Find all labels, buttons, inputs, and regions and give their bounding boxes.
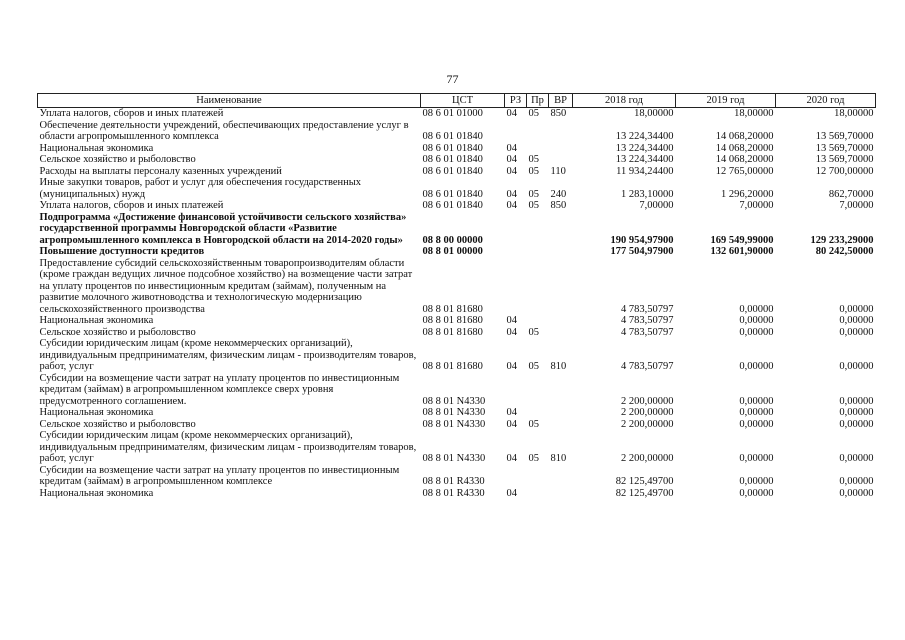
row-cst: 08 8 01 N4330 bbox=[422, 407, 486, 418]
row-2019: 0,00000 bbox=[739, 418, 774, 430]
row-cst: 08 8 00 00000 bbox=[422, 234, 483, 246]
row-vr bbox=[549, 315, 573, 327]
row-name: Сельское хозяйство и рыболовство bbox=[39, 418, 196, 430]
row-vr bbox=[549, 419, 573, 431]
row-2020: 0,00000 bbox=[839, 361, 874, 372]
row-pr: 05 bbox=[528, 453, 539, 464]
row-name: Субсидии юридическим лицам (кроме некоммерческих организаций), индивидуальным предпринимателям, физическим лицам - производителям товаров, работ, услуг bbox=[39, 430, 417, 464]
row-pr: 05 bbox=[528, 188, 539, 200]
row-vr: 240 bbox=[550, 188, 567, 200]
header-vr: ВР bbox=[549, 94, 573, 108]
table-row bbox=[38, 154, 876, 166]
table-header-row bbox=[38, 94, 876, 108]
row-2020: 0,00000 bbox=[839, 315, 874, 326]
row-name: Предоставление субсидий сельскохозяйственным товаропроизводителям области (кроме граждан ведущих личное подсобное хозяйство) на возмещение части затрат на уплату процентов по инвестиционным кредитам (займам), полученным на развитие молочного животноводства и технологическую модернизацию сельскохозяйственного производства bbox=[39, 257, 413, 315]
row-2019: 18,00000 bbox=[734, 108, 774, 119]
row-name: Национальная экономика bbox=[39, 407, 154, 418]
row-rz: 04 bbox=[506, 453, 517, 464]
row-rz bbox=[505, 258, 527, 316]
row-2018: 4 783,50797 bbox=[621, 303, 674, 315]
header-2020: 2020 год bbox=[776, 94, 876, 108]
table-row bbox=[38, 108, 876, 120]
row-vr bbox=[549, 258, 573, 316]
table-row bbox=[38, 143, 876, 155]
row-vr: 810 bbox=[550, 361, 567, 372]
row-cst: 08 8 01 81680 bbox=[422, 361, 483, 372]
row-pr: 05 bbox=[528, 108, 539, 119]
row-2019: 0,00000 bbox=[739, 476, 774, 487]
row-rz bbox=[505, 373, 527, 408]
row-rz bbox=[505, 465, 527, 488]
row-2018: 11 934,24400 bbox=[616, 165, 674, 177]
row-name: Национальная экономика bbox=[39, 142, 154, 154]
budget-table bbox=[37, 93, 876, 499]
row-pr bbox=[527, 143, 549, 155]
row-2020: 13 569,70000 bbox=[815, 154, 874, 165]
row-2019: 132 601,90000 bbox=[710, 246, 774, 257]
row-2020: 0,00000 bbox=[839, 487, 874, 499]
row-name: Обеспечение деятельности учреждений, обеспечивающих предоставление услуг в области агропромышленного комплекса bbox=[39, 119, 409, 142]
row-2018: 82 125,49700 bbox=[615, 487, 674, 499]
row-cst: 08 8 01 81680 bbox=[422, 326, 483, 338]
row-2019: 12 765,00000 bbox=[715, 165, 774, 177]
row-name: Повышение доступности кредитов bbox=[39, 246, 205, 257]
row-2019: 14 068,20000 bbox=[715, 131, 774, 142]
row-name: Сельское хозяйство и рыболовство bbox=[39, 154, 196, 165]
table-row bbox=[38, 327, 876, 339]
row-rz: 04 bbox=[506, 142, 517, 154]
table-row bbox=[38, 177, 876, 200]
row-2018: 18,00000 bbox=[634, 108, 674, 119]
table-row bbox=[38, 430, 876, 465]
row-2019: 14 068,20000 bbox=[715, 154, 774, 165]
row-2019: 14 068,20000 bbox=[715, 142, 774, 154]
row-rz bbox=[505, 120, 527, 143]
row-2020: 0,00000 bbox=[839, 326, 874, 338]
table-row bbox=[38, 120, 876, 143]
row-2020: 862,70000 bbox=[828, 188, 874, 200]
row-name: Субсидии юридическим лицам (кроме некоммерческих организаций), индивидуальным предпринимателям, физическим лицам - производителям товаров, работ, услуг bbox=[39, 338, 417, 372]
row-2018: 4 783,50797 bbox=[621, 361, 674, 372]
row-cst: 08 8 01 N4330 bbox=[422, 418, 486, 430]
row-cst: 08 8 01 N4330 bbox=[422, 395, 486, 407]
row-2018: 13 224,34400 bbox=[615, 154, 674, 165]
row-2019: 169 549,99000 bbox=[710, 234, 774, 246]
row-cst: 08 8 01 R4330 bbox=[422, 487, 485, 499]
row-pr: 05 bbox=[528, 200, 539, 211]
row-rz: 04 bbox=[506, 361, 517, 372]
row-pr bbox=[527, 212, 549, 247]
row-cst: 08 6 01 01840 bbox=[422, 188, 483, 200]
row-cst: 08 8 01 81680 bbox=[422, 303, 483, 315]
row-cst: 08 8 01 81680 bbox=[422, 315, 483, 326]
row-vr: 110 bbox=[550, 165, 566, 177]
row-vr bbox=[549, 407, 573, 419]
row-pr: 05 bbox=[528, 326, 539, 338]
row-2019: 0,00000 bbox=[739, 395, 774, 407]
row-2020: 129 233,29000 bbox=[810, 234, 874, 246]
row-2019: 0,00000 bbox=[739, 361, 774, 372]
row-rz: 04 bbox=[506, 108, 517, 119]
row-2020: 0,00000 bbox=[839, 418, 874, 430]
row-rz bbox=[505, 212, 527, 247]
table-row bbox=[38, 200, 876, 212]
row-rz bbox=[505, 246, 527, 258]
row-rz: 04 bbox=[506, 407, 517, 418]
row-cst: 08 6 01 01840 bbox=[422, 142, 483, 154]
row-name: Уплата налогов, сборов и иных платежей bbox=[39, 200, 224, 211]
row-2018: 2 200,00000 bbox=[621, 407, 674, 418]
row-2020: 13 569,70000 bbox=[815, 131, 874, 142]
row-pr: 05 bbox=[528, 418, 539, 430]
row-name: Подпрограмма «Достижение финансовой устойчивости сельского хозяйства» государственной программы Новгородской области «Развитие агропромышленного комплекса в Новгородской области на 2014-2020 годы» bbox=[39, 211, 407, 246]
row-2020: 0,00000 bbox=[839, 453, 874, 464]
row-2020: 7,00000 bbox=[839, 200, 874, 211]
row-2018: 2 200,00000 bbox=[621, 418, 674, 430]
row-2020: 13 569,70000 bbox=[815, 142, 874, 154]
row-cst: 08 6 01 01840 bbox=[422, 200, 483, 211]
row-pr: 05 bbox=[528, 165, 539, 177]
row-cst: 08 8 01 R4330 bbox=[422, 476, 485, 487]
row-pr bbox=[527, 407, 549, 419]
table-row bbox=[38, 407, 876, 419]
row-vr bbox=[549, 465, 573, 488]
row-rz: 04 bbox=[506, 487, 517, 499]
row-2019: 0,00000 bbox=[739, 303, 774, 315]
row-pr bbox=[527, 488, 549, 500]
row-cst: 08 6 01 01840 bbox=[422, 131, 483, 142]
row-vr: 850 bbox=[550, 200, 567, 211]
row-vr: 850 bbox=[550, 108, 567, 119]
row-2018: 4 783,50797 bbox=[621, 326, 674, 338]
row-pr bbox=[527, 120, 549, 143]
row-2020: 12 700,00000 bbox=[815, 165, 874, 177]
row-pr bbox=[527, 465, 549, 488]
row-cst: 08 8 01 N4330 bbox=[422, 453, 486, 464]
row-cst: 08 6 01 01840 bbox=[422, 165, 483, 177]
row-2019: 0,00000 bbox=[739, 487, 774, 499]
table-row bbox=[38, 419, 876, 431]
row-2018: 82 125,49700 bbox=[615, 476, 674, 487]
row-2018: 1 283,10000 bbox=[621, 188, 674, 200]
row-rz: 04 bbox=[506, 188, 517, 200]
table-body bbox=[38, 108, 876, 500]
row-name: Субсидии на возмещение части затрат на уплату процентов по инвестиционным кредитам (займам) в агропромышленном комплексе bbox=[39, 464, 400, 487]
row-name: Уплата налогов, сборов и иных платежей bbox=[39, 108, 224, 119]
row-2018: 13 224,34400 bbox=[615, 142, 674, 154]
row-2019: 0,00000 bbox=[739, 326, 774, 338]
row-name: Иные закупки товаров, работ и услуг для обеспечения государственных (муниципальных) нужд bbox=[39, 177, 362, 200]
row-2019: 7,00000 bbox=[739, 200, 774, 211]
row-2019: 0,00000 bbox=[739, 407, 774, 418]
header-name: Наименование bbox=[38, 94, 421, 108]
row-vr bbox=[549, 212, 573, 247]
table-row bbox=[38, 258, 876, 316]
row-rz: 04 bbox=[506, 315, 517, 326]
header-2018: 2018 год bbox=[573, 94, 676, 108]
row-vr bbox=[549, 373, 573, 408]
row-cst: 08 6 01 01000 bbox=[422, 108, 483, 119]
row-2020: 0,00000 bbox=[839, 407, 874, 418]
row-2018: 2 200,00000 bbox=[621, 395, 674, 407]
table-row bbox=[38, 212, 876, 247]
page-number: 77 bbox=[446, 72, 459, 86]
row-rz: 04 bbox=[506, 154, 517, 165]
row-pr bbox=[527, 373, 549, 408]
row-name: Национальная экономика bbox=[39, 487, 154, 499]
row-2018: 13 224,34400 bbox=[615, 131, 674, 142]
row-pr: 05 bbox=[528, 154, 539, 165]
row-vr bbox=[549, 143, 573, 155]
row-name: Субсидии на возмещение части затрат на уплату процентов по инвестиционным кредитам (займам) в агропромышленном комплексе сверх уровня предусмотренного соглашением. bbox=[39, 372, 400, 407]
row-2020: 0,00000 bbox=[839, 476, 874, 487]
row-2019: 0,00000 bbox=[739, 315, 774, 326]
row-rz: 04 bbox=[506, 165, 517, 177]
row-rz: 04 bbox=[506, 326, 517, 338]
row-cst: 08 6 01 01840 bbox=[422, 154, 483, 165]
row-2018: 7,00000 bbox=[639, 200, 674, 211]
table-row bbox=[38, 488, 876, 500]
row-vr bbox=[549, 327, 573, 339]
row-name: Национальная экономика bbox=[39, 315, 154, 326]
table-row bbox=[38, 246, 876, 258]
row-2020: 18,00000 bbox=[834, 108, 874, 119]
row-vr bbox=[549, 120, 573, 143]
table-row bbox=[38, 338, 876, 373]
row-2018: 4 783,50797 bbox=[621, 315, 674, 326]
row-name: Расходы на выплаты персоналу казенных учреждений bbox=[39, 165, 282, 177]
row-vr bbox=[549, 154, 573, 166]
row-2020: 0,00000 bbox=[839, 395, 874, 407]
row-pr bbox=[527, 315, 549, 327]
table-row bbox=[38, 315, 876, 327]
row-pr: 05 bbox=[528, 361, 539, 372]
header-cst: ЦСТ bbox=[421, 94, 505, 108]
row-pr bbox=[527, 258, 549, 316]
row-2018: 2 200,00000 bbox=[621, 453, 674, 464]
row-2020: 80 242,50000 bbox=[815, 246, 874, 257]
row-rz: 04 bbox=[506, 200, 517, 211]
row-vr bbox=[549, 246, 573, 258]
row-cst: 08 8 01 00000 bbox=[422, 246, 483, 257]
table-row bbox=[38, 166, 876, 178]
row-vr bbox=[549, 488, 573, 500]
row-2020: 0,00000 bbox=[839, 303, 874, 315]
row-2019: 0,00000 bbox=[739, 453, 774, 464]
row-rz: 04 bbox=[506, 418, 517, 430]
row-name: Сельское хозяйство и рыболовство bbox=[39, 326, 196, 338]
row-pr bbox=[527, 246, 549, 258]
header-pr: Пр bbox=[527, 94, 549, 108]
table-row bbox=[38, 465, 876, 488]
row-2018: 177 504,97900 bbox=[610, 246, 674, 257]
table-row bbox=[38, 373, 876, 408]
row-2018: 190 954,97900 bbox=[610, 234, 674, 246]
row-vr: 810 bbox=[550, 453, 567, 464]
row-2019: 1 296,20000 bbox=[721, 188, 774, 200]
header-rz: РЗ bbox=[505, 94, 527, 108]
header-2019: 2019 год bbox=[676, 94, 776, 108]
